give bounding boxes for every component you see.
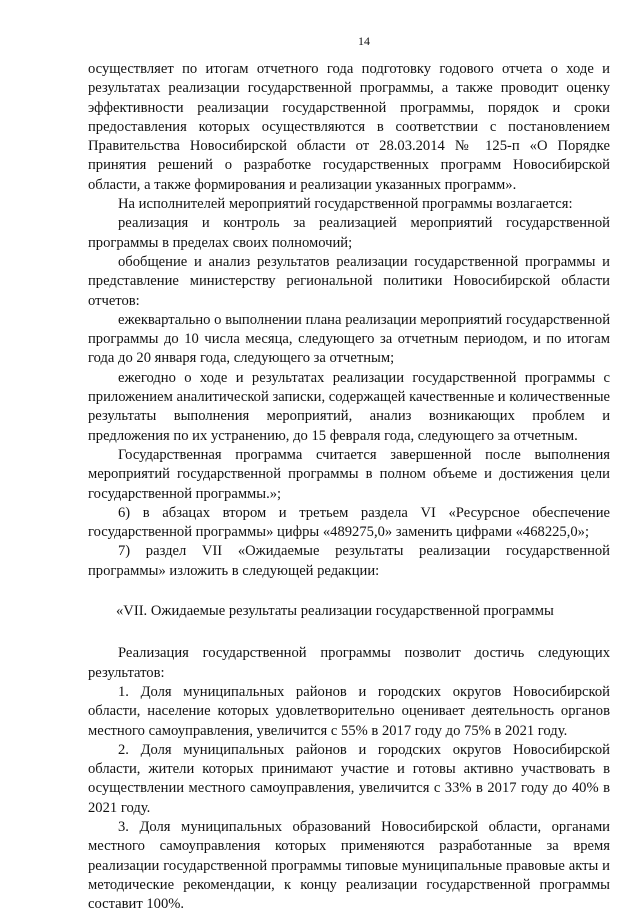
- paragraph-completion: Государственная программа считается завершенной после выполнения мероприятий государственной программы в полном объеме и достижения цели государственной программы.»;: [88, 446, 610, 502]
- result-item-1: 1. Доля муниципальных районов и городских округов Новосибирской области, население которых удовлетворительно оценивает деятельность органов местного самоуправления, увеличится с 55% в 2017 году до 75% в 2021 году.: [88, 683, 610, 739]
- paragraph-amendment-7: 7) раздел VII «Ожидаемые результаты реализации государственной программы» изложить в следующей редакции:: [88, 543, 610, 579]
- section-intro: Реализация государственной программы позволит достичь следующих результатов:: [88, 645, 610, 681]
- paragraph-continuation: осуществляет по итогам отчетного года подготовку годового отчета о ходе и результатах реализации государственной программы, а также проводит оценку эффективности реализации государственной программы, порядок и сроки предоставления которых осуществляются в соответствии с постановлением Правительства Новосибирской области от 28.03.2014 № 125-п «О Порядке принятия решений о разработке государственных программ Новосибирской области, а также формирования и реализации указанных программ».: [88, 61, 610, 193]
- page-number: 14: [358, 34, 370, 48]
- paragraph-annually: ежегодно о ходе и результатах реализации государственной программы с приложением аналитической записки, содержащей качественные и количественные результаты выполнения мероприятий, анализ возникающих проблем и предложения по их устранению, до 15 февраля года, следующего за отчетным.: [88, 369, 610, 444]
- result-item-2: 2. Доля муниципальных районов и городских округов Новосибирской области, жители которых принимают участие и готовы активно участвовать в осуществлении местного самоуправления, увеличится с 33% в 2017 году до 40% в 2021 году.: [88, 741, 610, 816]
- result-item-3: 3. Доля муниципальных образований Новосибирской области, органами местного самоуправления которых применяются разработанные за время реализации государственной программы типовые муниципальные правовые акты и методические рекомендации, к концу реализации государственной программы составит 100%.: [88, 818, 610, 913]
- section-title: «VII. Ожидаемые результаты реализации государственной программы: [116, 603, 554, 620]
- paragraph-quarterly: ежеквартально о выполнении плана реализации мероприятий государственной программы до 10 числа месяца, следующего за отчетным периодом, и по итогам года до 20 января года, следующего за отчетным;: [88, 311, 610, 367]
- paragraph-analysis: обобщение и анализ результатов реализации государственной программы и представление министерству региональной политики Новосибирской области отчетов:: [88, 253, 610, 309]
- paragraph-control: реализация и контроль за реализацией мероприятий государственной программы в пределах своих полномочий;: [88, 215, 610, 251]
- paragraph-executors-duties: На исполнителей мероприятий государственной программы возлагается:: [118, 196, 573, 213]
- paragraph-amendment-6: 6) в абзацах втором и третьем раздела VI «Ресурсное обеспечение государственной программы» цифры «489275,0» заменить цифрами «468225,0»;: [88, 504, 610, 541]
